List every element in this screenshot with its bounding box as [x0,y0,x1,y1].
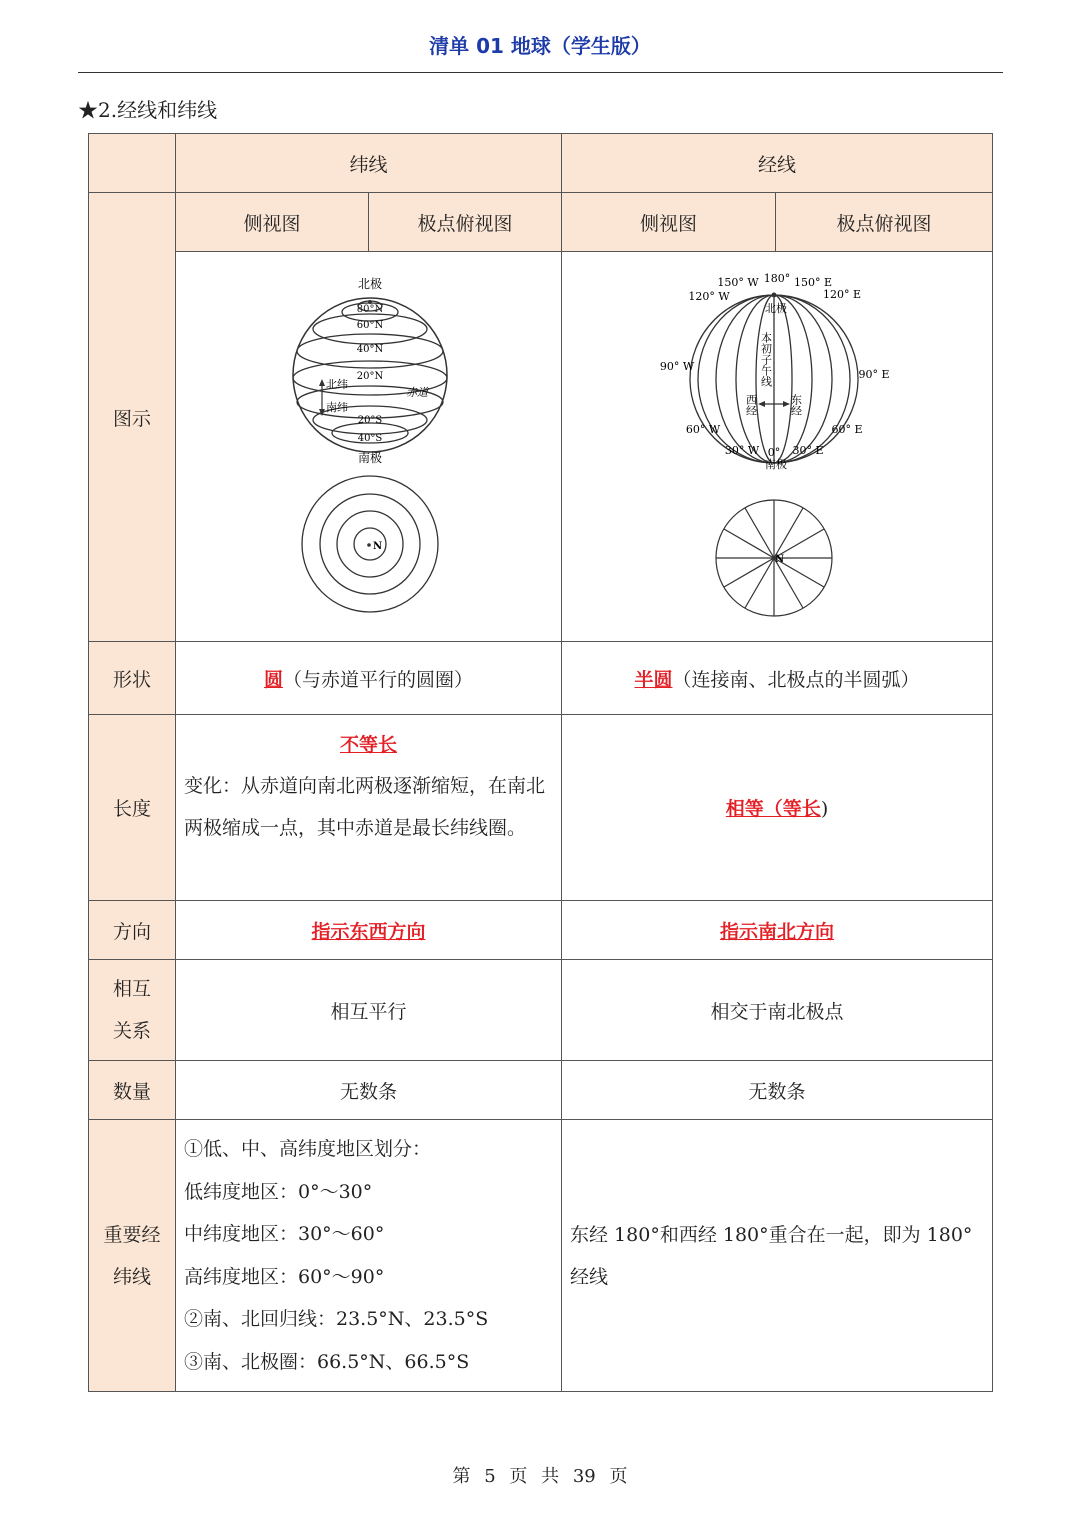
meridian-polar-n-label: N [775,554,785,565]
latitude-diagram [176,252,562,636]
meridian-count-cell: 无数条 [562,1061,993,1120]
lon-90w-label: 90° W [659,360,695,373]
north-lat-label: 北纬 [326,378,348,391]
col-header-meridian: 经线 [562,134,993,193]
meridian-south-pole-label: 南极 [765,458,788,471]
weft-important-line: 低纬度地区：0°～30° [184,1180,373,1203]
important-label-line1: 重要经 [103,1223,161,1246]
weft-polar-view-header: 极点俯视图 [369,193,562,252]
weft-important-cell [176,1120,562,1392]
row-label-shape: 形状 [89,642,176,715]
prime-meridian-label: 本初子午线 [759,332,773,387]
weft-direction-cell [176,901,562,960]
meridian-north-pole-label: 北极 [765,302,788,315]
header-divider [78,72,1003,73]
lon-60e-label: 60° E [831,423,863,436]
weft-direction-text: 指示东西方向 [311,920,426,943]
weft-count-cell: 无数条 [176,1061,562,1120]
meridian-length-cell [562,715,993,901]
meridian-direction-cell [562,901,993,960]
important-label-line2: 纬线 [112,1265,151,1288]
weft-length-key: 不等长 [340,734,398,756]
weft-shape-note: （与赤道平行的圆圈） [283,668,474,691]
meridian-direction-text: 指示南北方向 [720,920,835,943]
document-header: 清单 01 地球（学生版） [429,34,651,58]
meridian-relation-cell: 相交于南北极点 [562,960,993,1061]
lat-20s-label: 20°S [357,415,383,426]
meridian-important-line2: 经线 [570,1265,609,1288]
lat-20n-label: 20°N [356,371,384,382]
col-header-weft: 纬线 [176,134,562,193]
meridian-polar-view-header: 极点俯视图 [776,193,993,252]
section-title: ★2.经线和纬线 [78,98,218,122]
meridian-length-key: 相等（等长 [725,798,821,820]
corner-cell [89,134,176,193]
weft-relation-cell: 相互平行 [176,960,562,1061]
south-lat-label: 南纬 [326,401,348,414]
page-footer: 第 5 页 共 39 页 [452,1466,628,1487]
row-label-relation [89,960,176,1061]
row-label-important [89,1120,176,1392]
meridian-shape-key: 半圆 [634,668,673,691]
row-label-count: 数量 [89,1061,176,1120]
meridian-shape-note: （连接南、北极点的半圆弧） [672,668,920,691]
relation-label-line2: 关系 [112,1020,151,1042]
east-long-label: 东经 [789,394,803,416]
weft-diagram-cell [176,252,562,642]
meridian-length-tail: ) [820,798,829,820]
longitude-diagram [562,252,992,636]
lon-180-label: 180° [763,272,791,285]
weft-length-cell [176,715,562,901]
lon-120w-label: 120° W [688,290,730,303]
lon-30w-label: 30° W [724,444,760,457]
lon-150e-label: 150° E [794,276,833,289]
lon-120e-label: 120° E [823,288,862,301]
weft-length-desc: 变化：从赤道向南北两极逐渐缩短，在南北两极缩成一点，其中赤道是最长纬线圈。 [184,775,546,839]
meridian-important-line1: 东经 180°和西经 180°重合在一起，即为 180° [570,1223,973,1246]
lon-0-label: 0° [767,446,781,459]
weft-important-line: 中纬度地区：30°～60° [184,1223,385,1245]
lat-40s-label: 40°S [357,433,383,444]
weft-important-line: ③南、北极圈：66.5°N、66.5°S [184,1350,470,1373]
north-pole-label: 北极 [357,277,383,291]
weft-shape-key: 圆 [263,668,283,691]
meridian-diagram-cell [562,252,993,642]
west-long-label: 西经 [744,394,758,416]
meridian-important-cell [562,1120,993,1392]
row-label-direction: 方向 [89,901,176,960]
lon-90e-label: 90° E [858,368,890,381]
weft-important-line: 高纬度地区：60°～90° [184,1265,385,1288]
comparison-table [88,133,993,1392]
lon-60w-label: 60° W [685,423,721,436]
weft-shape-cell [176,642,562,715]
weft-important-line: ①低、中、高纬度地区划分： [184,1138,432,1160]
meridian-shape-cell [562,642,993,715]
weft-polar-n-label: N [373,541,383,552]
row-label-length: 长度 [89,715,176,901]
south-pole-label: 南极 [357,451,383,465]
weft-side-view-header: 侧视图 [176,193,369,252]
lon-30e-label: 30° E [792,444,824,457]
weft-important-line: ②南、北回归线：23.5°N、23.5°S [184,1308,489,1330]
equator-label: 赤道 [406,386,428,399]
lat-80n-label: 80°N [356,304,384,315]
relation-label-line1: 相互 [112,978,151,1000]
row-label-diagram: 图示 [89,193,176,642]
lat-40n-label: 40°N [356,344,384,355]
meridian-side-view-header: 侧视图 [562,193,776,252]
lon-150w-label: 150° W [717,276,759,289]
lat-60n-label: 60°N [356,320,384,331]
